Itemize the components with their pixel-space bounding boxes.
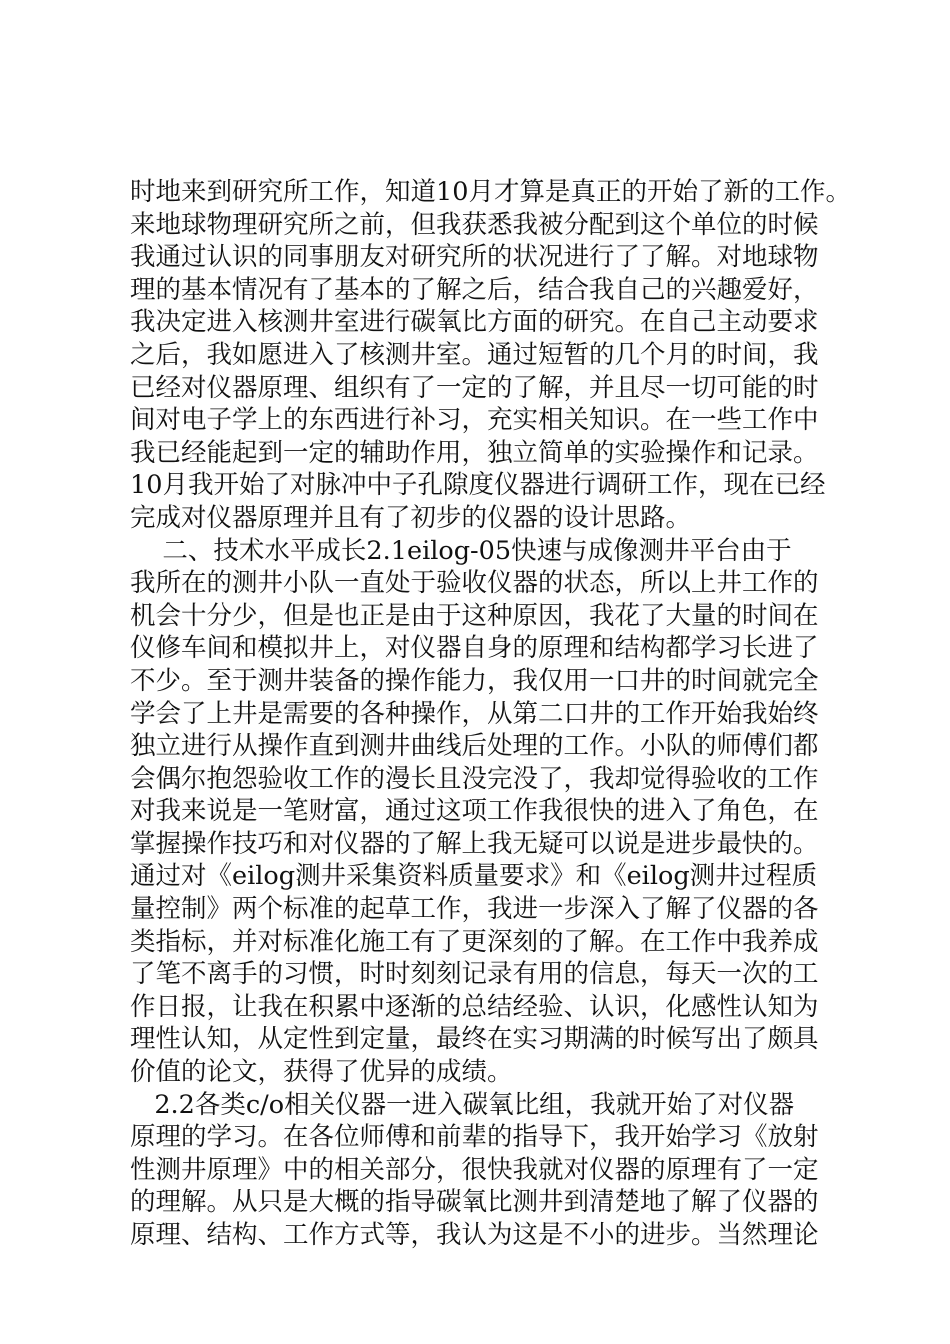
text-line: 学会了上井是需要的各种操作，从第二口井的工作开始我始终 — [130, 698, 819, 729]
text-line: 原理的学习。在各位师傅和前辈的指导下，我开始学习《放射 — [130, 1122, 819, 1153]
text-line: 10月我开始了对脉冲中子孔隙度仪器进行调研工作，现在已经 — [130, 470, 826, 501]
text-line: 我所在的测井小队一直处于验收仪器的状态，所以上井工作的 — [130, 568, 819, 599]
text-line: 2.2各类c/o相关仪器一进入碳氧比组，我就开始了对仪器 — [130, 1089, 795, 1120]
text-line: 二、技术水平成长2.1eilog-05快速与成像测井平台由于 — [130, 535, 792, 566]
text-line: 的理解。从只是大概的指导碳氧比测井到清楚地了解了仪器的 — [130, 1187, 819, 1218]
text-line: 对我来说是一笔财富，通过这项工作我很快的进入了角色，在 — [130, 796, 819, 827]
text-line: 会偶尔抱怨验收工作的漫长且没完没了，我却觉得验收的工作 — [130, 763, 819, 794]
text-line: 性测井原理》中的相关部分，很快我就对仪器的原理有了一定 — [130, 1154, 819, 1185]
text-line: 原理、结构、工作方式等，我认为这是不小的进步。当然理论 — [130, 1220, 819, 1250]
text-line: 作日报，让我在积累中逐渐的总结经验、认识，化感性认知为 — [130, 991, 819, 1022]
text-line: 时地来到研究所工作，知道10月才算是真正的开始了新的工作。 — [130, 177, 851, 207]
body-text — [130, 176, 851, 1252]
text-line: 价值的论文，获得了优异的成绩。 — [130, 1057, 513, 1088]
text-line: 不少。至于测井装备的操作能力，我仅用一口井的时间就完全 — [130, 665, 819, 696]
text-line: 来地球物理研究所之前，但我获悉我被分配到这个单位的时候 — [130, 209, 819, 240]
text-line: 仪修车间和模拟井上，对仪器自身的原理和结构都学习长进了 — [130, 633, 819, 664]
text-line: 我通过认识的同事朋友对研究所的状况进行了了解。对地球物 — [130, 242, 819, 273]
text-line: 理的基本情况有了基本的了解之后，结合我自己的兴趣爱好， — [130, 274, 819, 305]
text-line: 独立进行从操作直到测井曲线后处理的工作。小队的师傅们都 — [130, 731, 819, 762]
text-line: 了笔不离手的习惯，时时刻刻记录有用的信息，每天一次的工 — [130, 959, 819, 990]
text-line: 机会十分少，但是也正是由于这种原因，我花了大量的时间在 — [130, 600, 819, 631]
text-line: 已经对仪器原理、组织有了一定的了解，并且尽一切可能的时 — [130, 372, 819, 403]
text-line: 理性认知，从定性到定量，最终在实习期满的时候写出了颇具 — [130, 1024, 819, 1055]
text-line: 之后，我如愿进入了核测井室。通过短暂的几个月的时间，我 — [130, 339, 819, 370]
text-line: 类指标，并对标准化施工有了更深刻的了解。在工作中我养成 — [130, 926, 819, 957]
text-line: 完成对仪器原理并且有了初步的仪器的设计思路。 — [130, 502, 692, 533]
text-line: 我已经能起到一定的辅助作用，独立简单的实验操作和记录。 — [130, 437, 819, 468]
text-line: 量控制》两个标准的起草工作，我进一步深入了解了仪器的各 — [130, 894, 819, 925]
text-line: 我决定进入核测井室进行碳氧比方面的研究。在自己主动要求 — [130, 307, 819, 338]
text-line: 间对电子学上的东西进行补习，充实相关知识。在一些工作中 — [130, 405, 819, 436]
text-line: 通过对《eilog测井采集资料质量要求》和《eilog测井过程质 — [130, 861, 818, 892]
text-line: 掌握操作技巧和对仪器的了解上我无疑可以说是进步最快的。 — [130, 828, 819, 859]
